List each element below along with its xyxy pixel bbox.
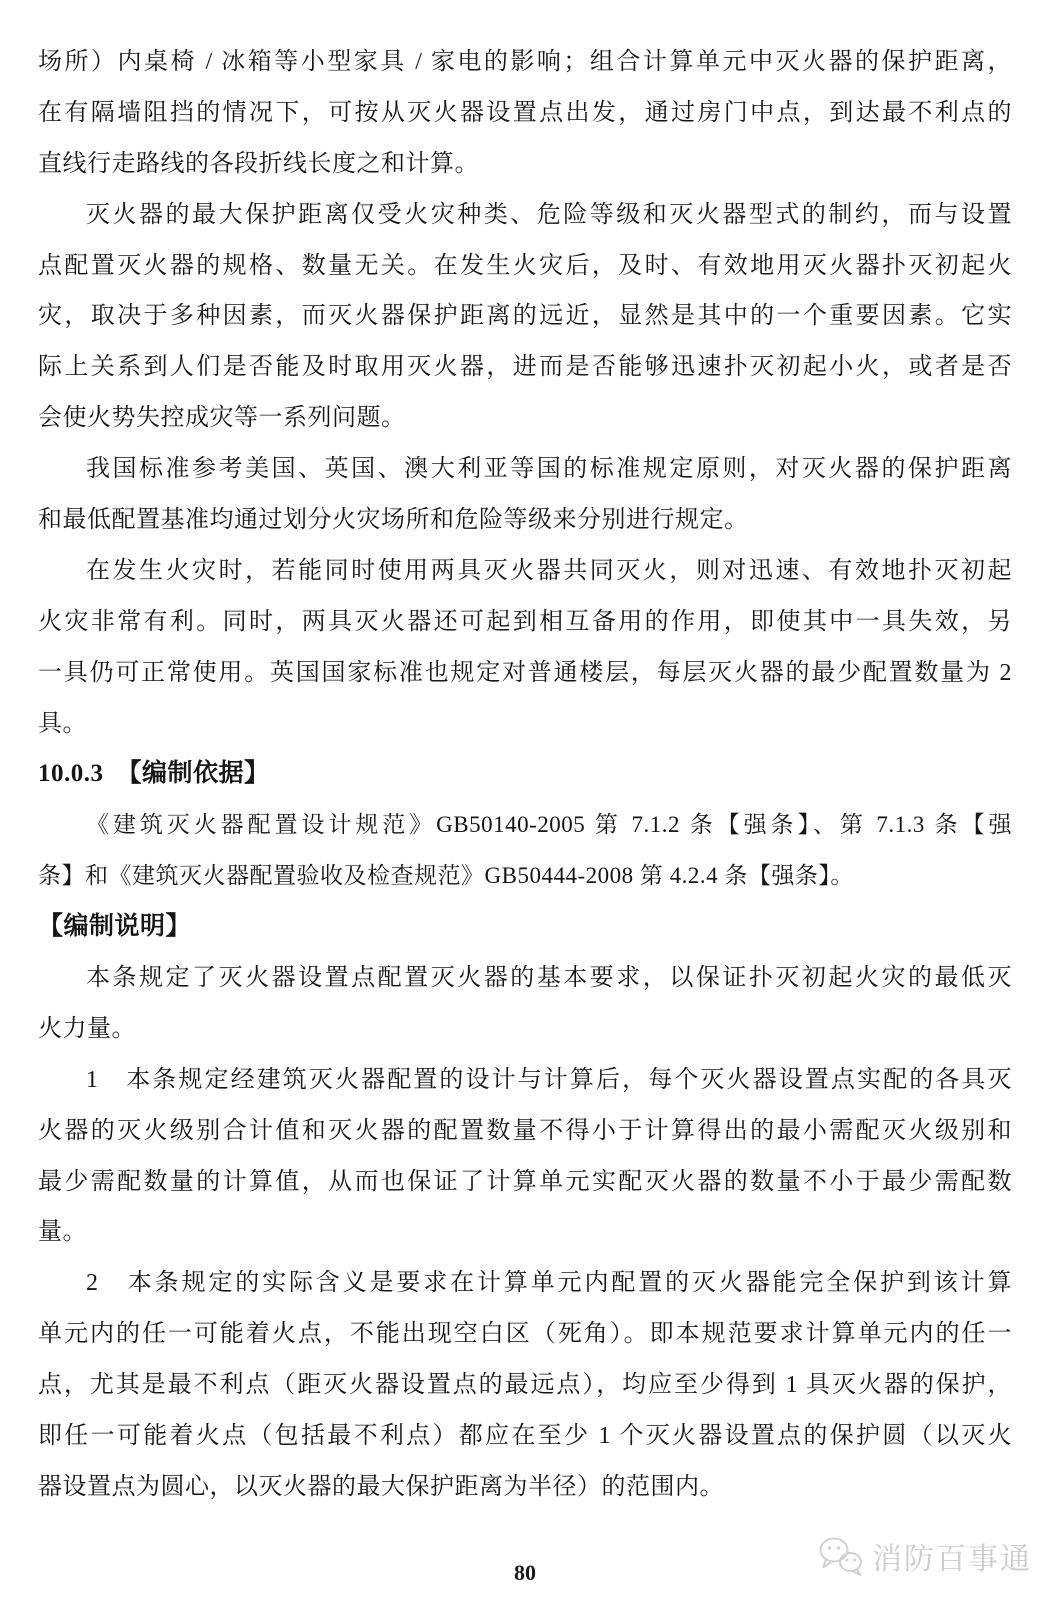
text-line: 单元内的任一可能着火点，不能出现空白区（死角）。即本规范要求计算单元内的任一 — [38, 1321, 1012, 1348]
text-line: 火器的灭火级别合计值和灭火器的配置数量不得小于计算得出的最小需配灭火级别和 — [38, 1117, 1012, 1144]
text-line: 灭火器的最大保护距离仅受火灾种类、危险等级和灭火器型式的制约，而与设置 — [86, 201, 1012, 228]
text-line: 条】和《建筑灭火器配置验收及检查规范》GB50444-2008 第 4.2.4 条【强条】。 — [38, 863, 854, 889]
text-line: 2 本条规定的实际含义是要求在计算单元内配置的灭火器能完全保护到该计算 — [86, 1270, 1012, 1297]
text-line: 具。 — [38, 710, 87, 737]
text-line: 际上关系到人们是否能及时取用灭火器，进而是否能够迅速扑灭初起小火，或者是否 — [38, 354, 1012, 381]
text-line: 即任一可能着火点（包括最不利点）都应在至少 1 个灭火器设置点的保护圆（以灭火 — [38, 1423, 1012, 1450]
text-line: 1 本条规定经建筑灭火器配置的设计与计算后，每个灭火器设置点实配的各具灭 — [86, 1066, 1012, 1093]
text-line: 一具仍可正常使用。英国国家标准也规定对普通楼层，每层灭火器的最少配置数量为 2 — [38, 659, 1012, 686]
text-line: 火灾非常有利。同时，两具灭火器还可起到相互备用的作用，即使其中一具失效，另 — [38, 608, 1012, 635]
page-number: 80 — [514, 1560, 536, 1585]
text-line: 点配置灭火器的规格、数量无关。在发生火灾后，及时、有效地用灭火器扑灭初起火 — [38, 252, 1012, 279]
text-line: 量。 — [38, 1219, 87, 1246]
text-line: 和最低配置基准均通过划分火灾场所和危险等级来分别进行规定。 — [38, 507, 749, 534]
text-line: 场所）内桌椅 / 冰箱等小型家具 / 家电的影响；组合计算单元中灭火器的保护距离， — [38, 49, 1012, 75]
text-line: 在有隔墙阻挡的情况下，可按从灭火器设置点出发，通过房门中点，到达最不利点的 — [38, 99, 1012, 126]
text-line: 最少需配数量的计算值，从而也保证了计算单元实配灭火器的数量不小于最少需配数 — [38, 1168, 1012, 1195]
text-line: 《建筑灭火器配置设计规范》GB50140-2005 第 7.1.2 条【强条】、第 7.1.3 条【强 — [86, 812, 1012, 838]
section-heading: 10.0.3 【编制依据】 — [38, 760, 270, 788]
text-line: 器设置点为圆心，以灭火器的最大保护距离为半径）的范围内。 — [38, 1473, 724, 1500]
text-line: 点，尤其是最不利点（距灭火器设置点的最远点），均应至少得到 1 具灭火器的保护， — [38, 1372, 1012, 1399]
subsection-heading: 【编制说明】 — [38, 913, 192, 941]
text-line: 灾，取决于多种因素，而灭火器保护距离的远近，显然是其中的一个重要因素。它实 — [38, 303, 1012, 330]
text-line: 会使火势失控成灾等一系列问题。 — [38, 405, 406, 432]
text-line: 在发生火灾时，若能同时使用两具灭火器共同灭火，则对迅速、有效地扑灭初起 — [86, 557, 1012, 584]
text-line: 直线行走路线的各段折线长度之和计算。 — [38, 150, 479, 177]
watermark-label: 消防百事通 — [872, 1543, 1032, 1576]
text-line: 火力量。 — [38, 1015, 136, 1042]
text-line: 本条规定了灭火器设置点配置灭火器的基本要求，以保证扑灭初起火灾的最低灭 — [86, 965, 1012, 992]
text-line: 我国标准参考美国、英国、澳大利亚等国的标准规定原则，对灭火器的保护距离 — [86, 456, 1012, 483]
document-body — [38, 37, 1012, 1513]
